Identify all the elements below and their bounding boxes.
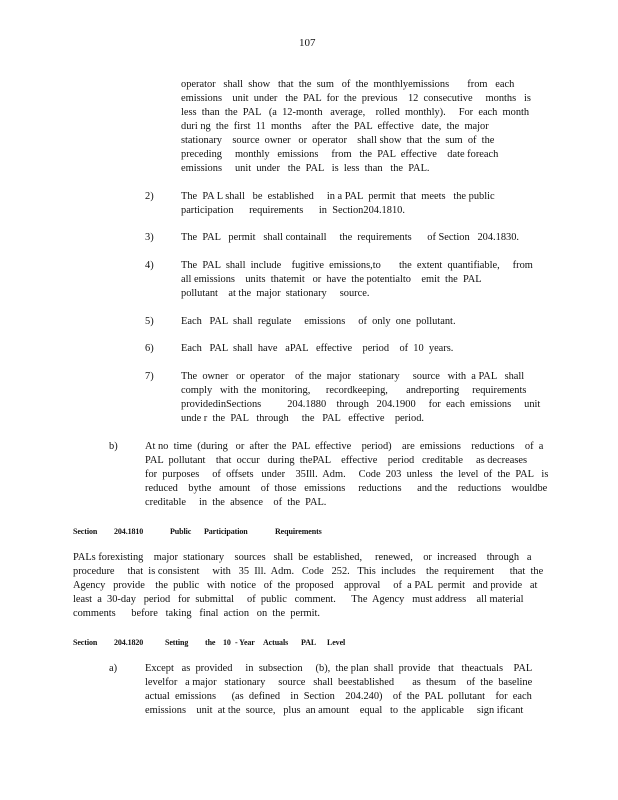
page-number: 107: [299, 37, 316, 49]
paragraph-line: PAL pollutant that occur during thePAL effective period creditable as decreases: [145, 455, 528, 466]
heading-part: - Year: [235, 638, 255, 647]
item-body: [181, 259, 533, 301]
paragraph-line: The PAL permit shall containall the requirements of Section 204.1830.: [181, 232, 520, 243]
heading-part: Requirements: [275, 527, 322, 536]
paragraph-line: emissions unit at the source, plus an amount equal to the applicable sign ificant: [145, 705, 524, 716]
item-body: [145, 440, 548, 510]
item-body: [145, 662, 532, 718]
heading-part: 10: [223, 638, 231, 647]
paragraph-line: participation requirements in Section204.1810.: [181, 205, 405, 216]
item-marker: a): [109, 663, 118, 674]
heading-part: PAL: [301, 638, 317, 647]
paragraph-line: duri ng the first 11 months after the PAL effective date, the major: [181, 121, 489, 132]
item-marker: 2): [145, 191, 154, 202]
paragraph-line: levelfor a major stationary source shall beestablished as thesum of the baseline: [145, 677, 533, 688]
heading-part: 204.1810: [114, 527, 144, 536]
item-marker: b): [109, 441, 118, 452]
paragraph-line: At no time (during or after the PAL effective period) are emissions reductions of a: [145, 441, 544, 452]
paragraph-line: comments before taking final action on the permit.: [73, 608, 321, 619]
heading-part: 204.1820: [114, 638, 144, 647]
section-heading-1810: [73, 525, 322, 539]
paragraph-line: Except as provided in subsection (b), the plan shall provide that theactuals PAL: [145, 663, 533, 674]
paragraph-line: least a 30-day period for submittal of public comment. The Agency must address all material: [73, 594, 524, 605]
item-marker: 7): [145, 371, 154, 382]
item-body: [181, 190, 495, 218]
heading-part: Actuals: [263, 638, 289, 647]
item-body: [181, 315, 456, 329]
heading-part: Section: [73, 638, 98, 647]
item-marker: 3): [145, 232, 154, 243]
heading-part: Level: [327, 638, 346, 647]
paragraph-line: The PAL shall include fugitive emissions,to the extent quantifiable, from: [181, 260, 533, 271]
paragraph-line: The owner or operator of the major stationary source with a PAL shall: [181, 371, 525, 382]
paragraph-line: operator shall show that the sum of the monthlyemissions from each: [181, 79, 515, 90]
heading-part: Public: [170, 527, 192, 536]
item-marker: 6): [145, 343, 154, 354]
item-body: [181, 231, 519, 245]
paragraph-line: unde r the PAL through the PAL effective period.: [181, 413, 424, 424]
paragraph-line: creditable in the absence of the PAL.: [145, 497, 327, 508]
item-marker: 4): [145, 260, 154, 271]
paragraph-line: stationary source owner or operator shall show that the sum of the: [181, 135, 495, 146]
paragraph-line: actual emissions (as defined in Section 204.240) of the PAL pollutant for each: [145, 691, 532, 702]
section-1810-paragraph: [73, 551, 543, 621]
paragraph-line: for purposes of offsets under 35Ill. Adm. Code 203 unless the level of the PAL is: [145, 469, 549, 480]
paragraph-line: Agency provide the public with notice of the proposed approval of a PAL permit and provide at: [73, 580, 538, 591]
section-heading-1820: [73, 636, 345, 650]
heading-part: the: [205, 638, 216, 647]
paragraph-line: less than the PAL (a 12-month average, rolled monthly). For each month: [181, 107, 530, 118]
paragraph-line: comply with the monitoring, recordkeeping, andreporting requirements: [181, 385, 527, 396]
paragraph-line: Each PAL shall regulate emissions of only one pollutant.: [181, 316, 456, 327]
item-body: [181, 370, 540, 426]
paragraph-line: PALs forexisting major stationary sources shall be established, renewed, or increased through a: [73, 552, 532, 563]
heading-part: Participation: [204, 527, 248, 536]
heading-part: Section: [73, 527, 98, 536]
paragraph-line: emissions unit under the PAL is less than the PAL.: [181, 163, 430, 174]
paragraph-line: reduced bythe amount of those emissions reductions and the reductions wouldbe: [145, 483, 548, 494]
heading-part: Setting: [165, 638, 189, 647]
item-body: [181, 342, 453, 356]
paragraph-line: preceding monthly emissions from the PAL effective date foreach: [181, 149, 499, 160]
paragraph-line: all emissions units thatemit or have the potentialto emit the PAL: [181, 274, 482, 285]
paragraph-line: emissions unit under the PAL for the previous 12 consecutive months is: [181, 93, 531, 104]
continuation-paragraph: [181, 78, 531, 176]
paragraph-line: procedure that is consistent with 35 Ill. Adm. Code 252. This includes the requirement that the: [73, 566, 544, 577]
paragraph-line: providedinSections 204.1880 through 204.1900 for each emissions unit: [181, 399, 541, 410]
paragraph-line: Each PAL shall have aPAL effective period of 10 years.: [181, 343, 454, 354]
paragraph-line: pollutant at the major stationary source.: [181, 288, 370, 299]
item-marker: 5): [145, 316, 154, 327]
paragraph-line: The PA L shall be established in a PAL permit that meets the public: [181, 191, 495, 202]
